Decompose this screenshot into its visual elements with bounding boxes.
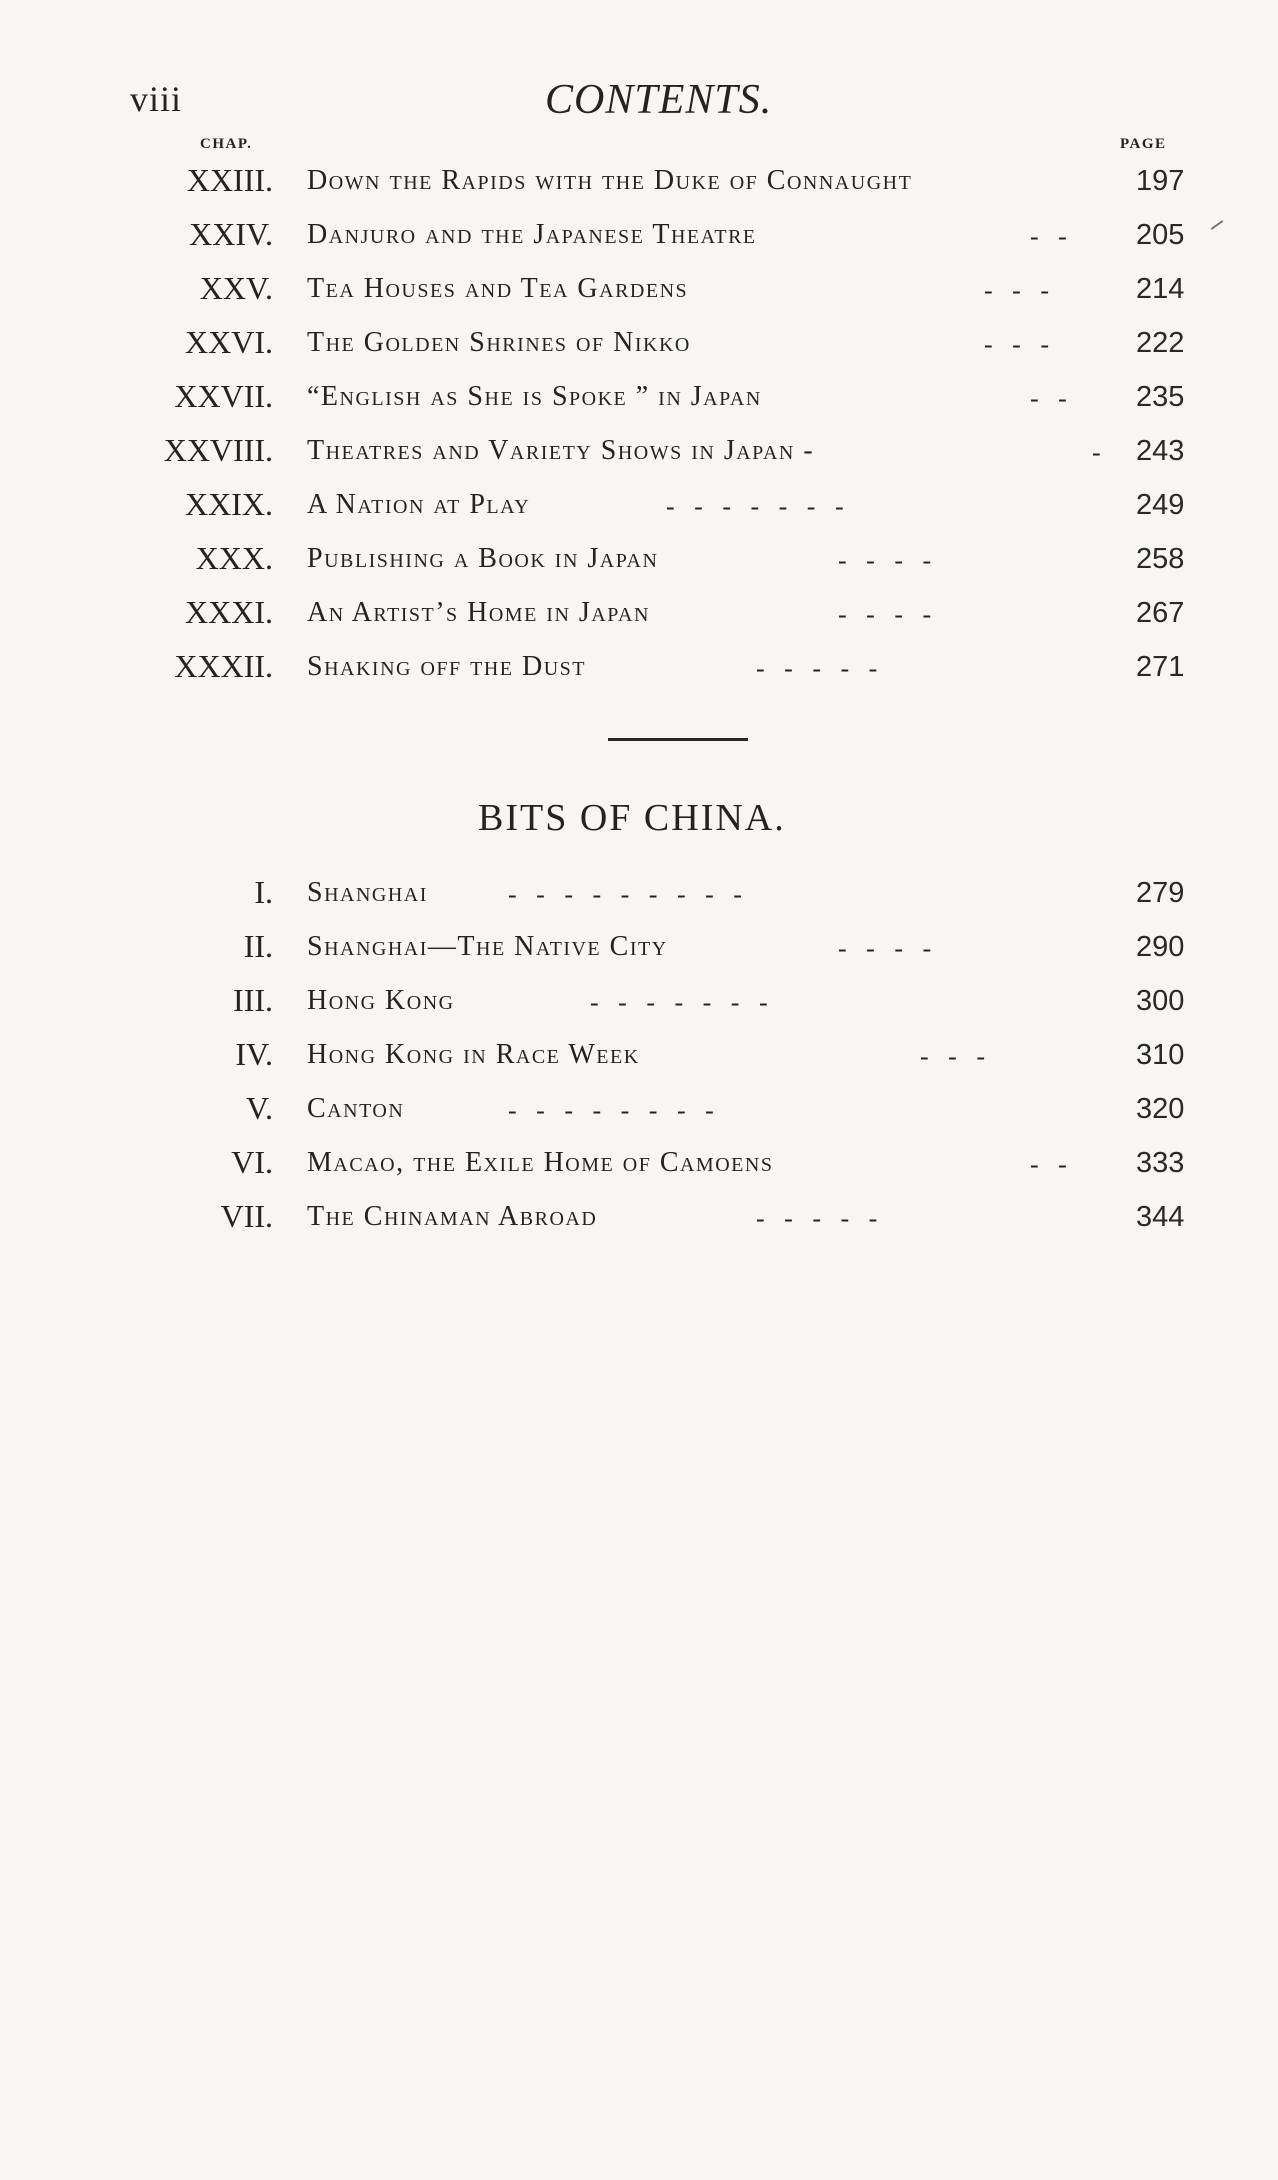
page-reference: 279 bbox=[1136, 877, 1185, 909]
page-reference: 205 bbox=[1136, 219, 1185, 251]
toc-entry bbox=[0, 1034, 1278, 1084]
chapter-title: Tea Houses and Tea Gardens bbox=[307, 273, 689, 304]
page-reference: 214 bbox=[1136, 273, 1185, 305]
chapter-numeral: V. bbox=[246, 1090, 273, 1126]
dot-leader: - - - bbox=[920, 1042, 985, 1071]
chapter-title: “English as She is Spoke ” in Japan bbox=[307, 381, 762, 412]
toc-entry bbox=[0, 214, 1278, 264]
dot-leader: - - bbox=[1030, 1150, 1067, 1179]
chapter-title: Publishing a Book in Japan bbox=[307, 543, 659, 574]
page-reference: 344 bbox=[1136, 1201, 1185, 1233]
dot-leader: - - - - bbox=[838, 934, 932, 963]
toc-entry bbox=[0, 376, 1278, 426]
dot-leader: - - - bbox=[984, 276, 1049, 305]
dot-leader: - bbox=[1092, 438, 1101, 467]
page-reference: 320 bbox=[1136, 1093, 1185, 1125]
chapter-numeral: XXIX. bbox=[185, 486, 273, 522]
toc-entry bbox=[0, 592, 1278, 642]
chapter-title: The Golden Shrines of Nikko bbox=[307, 327, 691, 358]
page-reference: 310 bbox=[1136, 1039, 1185, 1071]
page-reference: 271 bbox=[1136, 651, 1185, 683]
running-title: CONTENTS. bbox=[545, 77, 773, 123]
chapter-numeral: XXIII. bbox=[186, 162, 273, 198]
chapter-title: A Nation at Play bbox=[307, 489, 531, 520]
chapter-title: Canton bbox=[307, 1093, 405, 1124]
chapter-title: Down the Rapids with the Duke of Connaught bbox=[307, 165, 913, 196]
chapter-title: Macao, the Exile Home of Camoens bbox=[307, 1147, 774, 1178]
chapter-numeral: I. bbox=[254, 874, 273, 910]
chapter-numeral: XXX. bbox=[195, 540, 273, 576]
chapter-numeral: XXIV. bbox=[189, 216, 273, 252]
page-reference: 333 bbox=[1136, 1147, 1185, 1179]
dot-leader: - - - - - - - - - bbox=[508, 880, 742, 909]
chapter-numeral: IV. bbox=[235, 1036, 273, 1072]
page-reference: 267 bbox=[1136, 597, 1185, 629]
toc-entry bbox=[0, 1088, 1278, 1138]
toc-entry bbox=[0, 430, 1278, 480]
section-heading: BITS OF CHINA. bbox=[478, 797, 786, 839]
chapter-numeral: VI. bbox=[231, 1144, 273, 1180]
chapter-numeral: XXXII. bbox=[174, 648, 273, 684]
page-reference: 249 bbox=[1136, 489, 1185, 521]
toc-entry bbox=[0, 1142, 1278, 1192]
chapter-title: An Artist’s Home in Japan bbox=[307, 597, 650, 628]
chapter-column-label: CHAP. bbox=[200, 136, 253, 152]
toc-entry bbox=[0, 268, 1278, 318]
page-column-label: PAGE bbox=[1120, 136, 1167, 152]
page-number: viii bbox=[130, 79, 183, 119]
dot-leader: - - - bbox=[984, 330, 1049, 359]
chapter-title: Shanghai—The Native City bbox=[307, 931, 668, 962]
toc-entry bbox=[0, 484, 1278, 534]
dot-leader: - - bbox=[1030, 222, 1067, 251]
page-reference: 222 bbox=[1136, 327, 1185, 359]
chapter-numeral: II. bbox=[243, 928, 273, 964]
toc-entry bbox=[0, 646, 1278, 696]
page-reference: 258 bbox=[1136, 543, 1185, 575]
dot-leader: - - - - bbox=[838, 546, 932, 575]
dot-leader: - - - - - - - - bbox=[508, 1096, 714, 1125]
toc-entry bbox=[0, 538, 1278, 588]
chapter-title: Danjuro and the Japanese Theatre bbox=[307, 219, 757, 250]
dot-leader: - - - - bbox=[838, 600, 932, 629]
chapter-numeral: XXV. bbox=[199, 270, 273, 306]
chapter-numeral: XXVI. bbox=[185, 324, 273, 360]
toc-entry bbox=[0, 926, 1278, 976]
chapter-title: The Chinaman Abroad bbox=[307, 1201, 598, 1232]
chapter-title: Shanghai bbox=[307, 877, 428, 908]
dot-leader: - - - - - - - bbox=[590, 988, 768, 1017]
section-divider-rule bbox=[608, 738, 748, 741]
toc-entry bbox=[0, 1196, 1278, 1246]
chapter-title: Shaking off the Dust bbox=[307, 651, 587, 682]
toc-entry bbox=[0, 160, 1278, 210]
toc-entry bbox=[0, 322, 1278, 372]
chapter-title: Hong Kong in Race Week bbox=[307, 1039, 640, 1070]
chapter-numeral: XXVIII. bbox=[163, 432, 273, 468]
dot-leader: - - - - - bbox=[756, 1204, 878, 1233]
page-reference: 235 bbox=[1136, 381, 1185, 413]
chapter-title: Hong Kong bbox=[307, 985, 455, 1016]
toc-entry bbox=[0, 872, 1278, 922]
chapter-numeral: XXXI. bbox=[185, 594, 273, 630]
chapter-numeral: III. bbox=[233, 982, 273, 1018]
page-reference: 243 bbox=[1136, 435, 1185, 467]
dot-leader: - - bbox=[1030, 384, 1067, 413]
chapter-title: Theatres and Variety Shows in Japan - bbox=[307, 435, 815, 466]
toc-entry bbox=[0, 980, 1278, 1030]
page-reference: 300 bbox=[1136, 985, 1185, 1017]
dot-leader: - - - - - bbox=[756, 654, 878, 683]
chapter-numeral: XXVII. bbox=[174, 378, 273, 414]
page-reference: 290 bbox=[1136, 931, 1185, 963]
page-reference: 197 bbox=[1136, 165, 1185, 197]
chapter-numeral: VII. bbox=[220, 1198, 273, 1234]
dot-leader: - - - - - - - bbox=[666, 492, 844, 521]
